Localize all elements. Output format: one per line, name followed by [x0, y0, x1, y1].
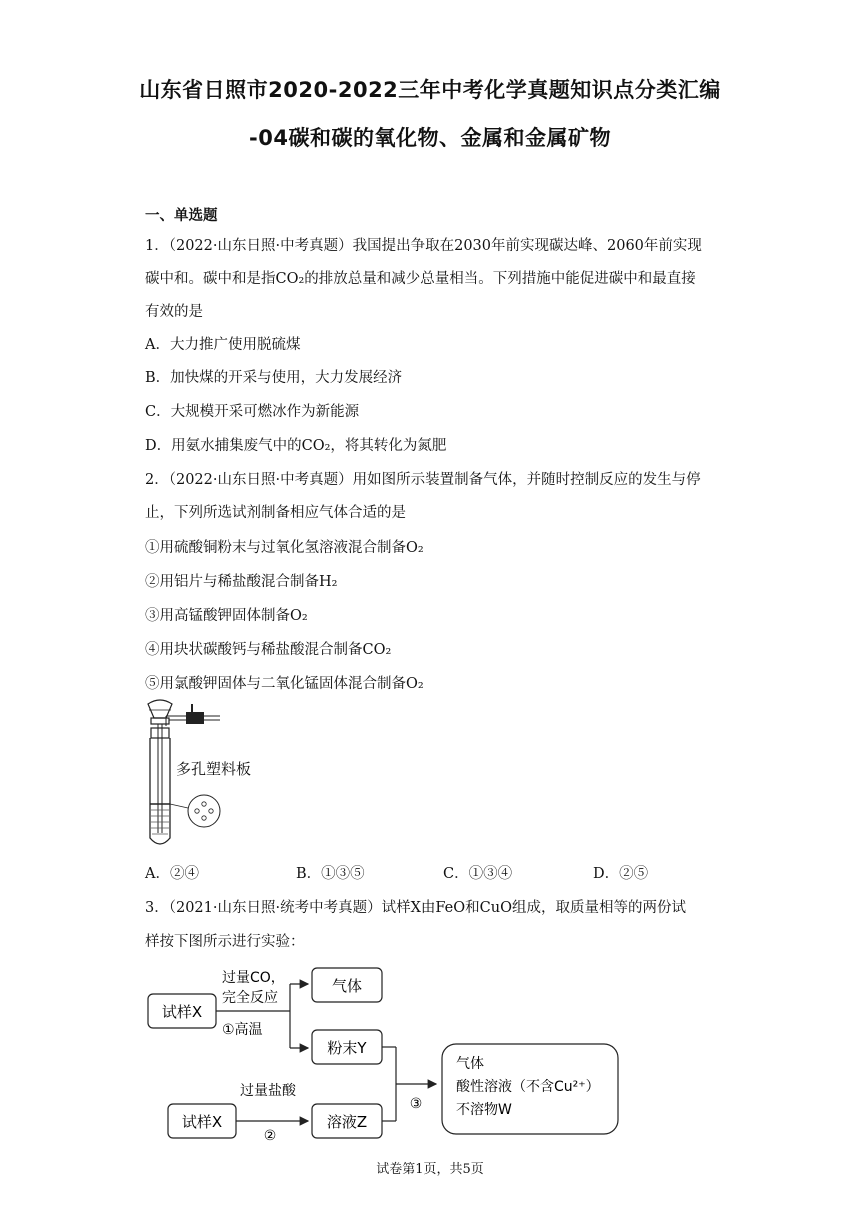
q1-option-a[interactable]: A．大力推广使用脱硫煤 — [145, 337, 301, 353]
flow-sample-x-2: 试样X — [181, 1113, 223, 1131]
flow-gas: 气体 — [331, 977, 363, 995]
q2-stem-line1: 2．（2022·山东日照·中考真题）用如图所示装置制备气体，并随时控制反应的发生与停 — [145, 472, 701, 488]
flow-condition-complete: 完全反应 — [222, 990, 278, 1006]
apparatus-figure — [140, 698, 270, 853]
q2-statement-5: ⑤用氯酸钾固体与二氧化锰固体混合制备O₂ — [145, 676, 424, 692]
q2-statement-2: ②用铝片与稀盐酸混合制备H₂ — [145, 574, 338, 590]
flow-sample-x-1: 试样X — [161, 1003, 203, 1021]
flow-step-3: ③ — [409, 1096, 423, 1112]
flow-condition-heat: ①高温 — [222, 1022, 263, 1038]
flow-diagram — [140, 960, 630, 1150]
q1-stem-line2: 碳中和。碳中和是指CO₂的排放总量和减少总量相当。下列措施中能促进碳中和最直接 — [145, 271, 696, 287]
flow-result-gas: 气体 — [456, 1056, 484, 1072]
q2-option-d[interactable]: D．②⑤ — [593, 866, 649, 882]
flow-result-insoluble-w: 不溶物W — [456, 1102, 512, 1118]
q2-option-c[interactable]: C．①③④ — [443, 866, 513, 882]
flow-result-acidic-solution: 酸性溶液（不含Cu²⁺） — [456, 1079, 600, 1095]
flow-solution-z: 溶液Z — [326, 1113, 368, 1131]
flow-step-2: ② — [263, 1128, 277, 1144]
flow-condition-hcl: 过量盐酸 — [240, 1083, 296, 1099]
q2-statement-1: ①用硫酸铜粉末与过氧化氢溶液混合制备O₂ — [145, 540, 424, 556]
q1-option-c[interactable]: C．大规模开采可燃冰作为新能源 — [145, 404, 360, 420]
q1-option-b[interactable]: B．加快煤的开采与使用，大力发展经济 — [145, 370, 403, 386]
q2-option-a[interactable]: A．②④ — [145, 866, 199, 882]
page-footer: 试卷第1页，共5页 — [376, 1162, 484, 1177]
q1-stem-line3: 有效的是 — [145, 304, 203, 320]
page-title-line2: -04碳和碳的氧化物、金属和金属矿物 — [249, 126, 611, 150]
page-title-line1: 山东省日照市2020-2022三年中考化学真题知识点分类汇编 — [139, 78, 721, 102]
q3-stem-line1: 3．（2021·山东日照·统考中考真题）试样X由FeO和CuO组成，取质量相等的两份试 — [145, 900, 686, 916]
q2-statement-4: ④用块状碳酸钙与稀盐酸混合制备CO₂ — [145, 642, 392, 658]
porous-plate-label: 多孔塑料板 — [176, 760, 252, 778]
q1-stem-line1: 1．（2022·山东日照·中考真题）我国提出争取在2030年前实现碳达峰、2060年前实现 — [145, 238, 702, 254]
q3-stem-line2: 样按下图所示进行实验： — [145, 934, 305, 950]
flow-powder-y: 粉末Y — [327, 1039, 367, 1057]
q2-statement-3: ③用高锰酸钾固体制备O₂ — [145, 608, 308, 624]
q2-stem-line2: 止，下列所选试剂制备相应气体合适的是 — [145, 505, 406, 521]
section-heading: 一、单选题 — [145, 208, 218, 224]
flow-condition-co: 过量CO， — [222, 970, 285, 986]
q1-option-d[interactable]: D．用氨水捕集废气中的CO₂，将其转化为氮肥 — [145, 438, 447, 454]
q2-option-b[interactable]: B．①③⑤ — [296, 866, 365, 882]
